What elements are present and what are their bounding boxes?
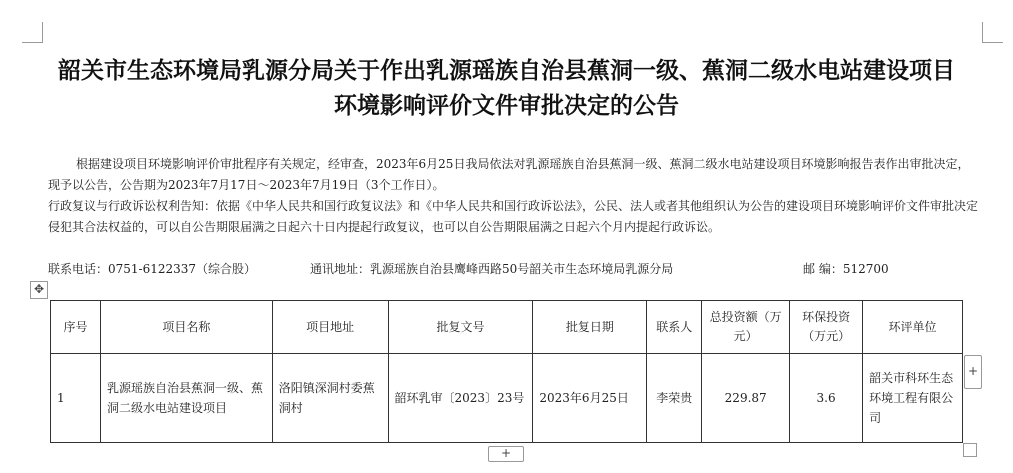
- cell-approval-number[interactable]: 韶环乳审〔2023〕23号: [388, 354, 533, 443]
- page-corner-mark-right: [982, 22, 1003, 43]
- contact-postcode: 邮 编：512700: [803, 262, 889, 276]
- page-corner-mark-left: [22, 22, 43, 43]
- project-table: [50, 300, 963, 443]
- header-project-name: 项目名称: [100, 301, 272, 354]
- cell-index[interactable]: 1: [51, 354, 101, 443]
- table-move-handle-icon[interactable]: ✥: [30, 281, 48, 299]
- header-total-investment: 总投资额（万元）: [702, 301, 790, 354]
- table-resize-handle[interactable]: [963, 443, 977, 457]
- header-env-investment: 环保投资（万元）: [790, 301, 863, 354]
- add-row-button[interactable]: +: [488, 446, 524, 462]
- document-title-line-2: 环境影响评价文件审批决定的公告: [334, 93, 679, 119]
- table-row: [51, 354, 963, 443]
- header-index: 序号: [51, 301, 101, 354]
- document-title-line-1: 韶关市生态环境局乳源分局关于作出乳源瑶族自治县蕉洞一级、蕉洞二级水电站建设项目: [58, 58, 955, 84]
- contact-address: 通讯地址：乳源瑶族自治县鹰峰西路50号韶关市生态环境局乳源分局: [310, 262, 674, 276]
- announcement-paragraph: 根据建设项目环境影响评价审批程序有关规定，经审查，2023年6月25日我局依法对乳源瑶族自治县蕉洞一级、蕉洞二级水电站建设项目环境影响报告表作出审批决定，现予以公告，公告期为2023年7月17日～2023年7月19日（3个工作日）。: [48, 157, 970, 192]
- header-approval-number: 批复文号: [388, 301, 533, 354]
- header-project-address: 项目地址: [272, 301, 388, 354]
- header-approval-date: 批复日期: [533, 301, 647, 354]
- cell-eia-unit[interactable]: 韶关市科环生态环境工程有限公司: [863, 354, 963, 443]
- cell-total-investment[interactable]: 229.87: [702, 354, 790, 443]
- cell-env-investment[interactable]: 3.6: [790, 354, 863, 443]
- cell-contact-person[interactable]: 李荣贵: [647, 354, 702, 443]
- cell-project-name[interactable]: 乳源瑶族自治县蕉洞一级、蕉洞二级水电站建设项目: [100, 354, 272, 443]
- cell-project-address[interactable]: 洛阳镇深洞村委蕉洞村: [272, 354, 388, 443]
- contact-phone: 联系电话：0751-6122337（综合股）: [48, 262, 257, 276]
- add-column-button[interactable]: +: [964, 355, 982, 389]
- rights-notice-paragraph: 行政复议与行政诉讼权利告知：依据《中华人民共和国行政复议法》和《中华人民共和国行政诉讼法》，公民、法人或者其他组织认为公告的建设项目环境影响评价文件审批决定侵犯其合法权益的，可以自公告期限届满之日起六十日内提起行政复议，也可以自公告期限届满之日起六个月内提起行政诉讼。: [48, 199, 979, 234]
- cell-approval-date[interactable]: 2023年6月25日: [533, 354, 647, 443]
- table-header-row: [51, 301, 963, 354]
- header-contact-person: 联系人: [647, 301, 702, 354]
- header-eia-unit: 环评单位: [863, 301, 963, 354]
